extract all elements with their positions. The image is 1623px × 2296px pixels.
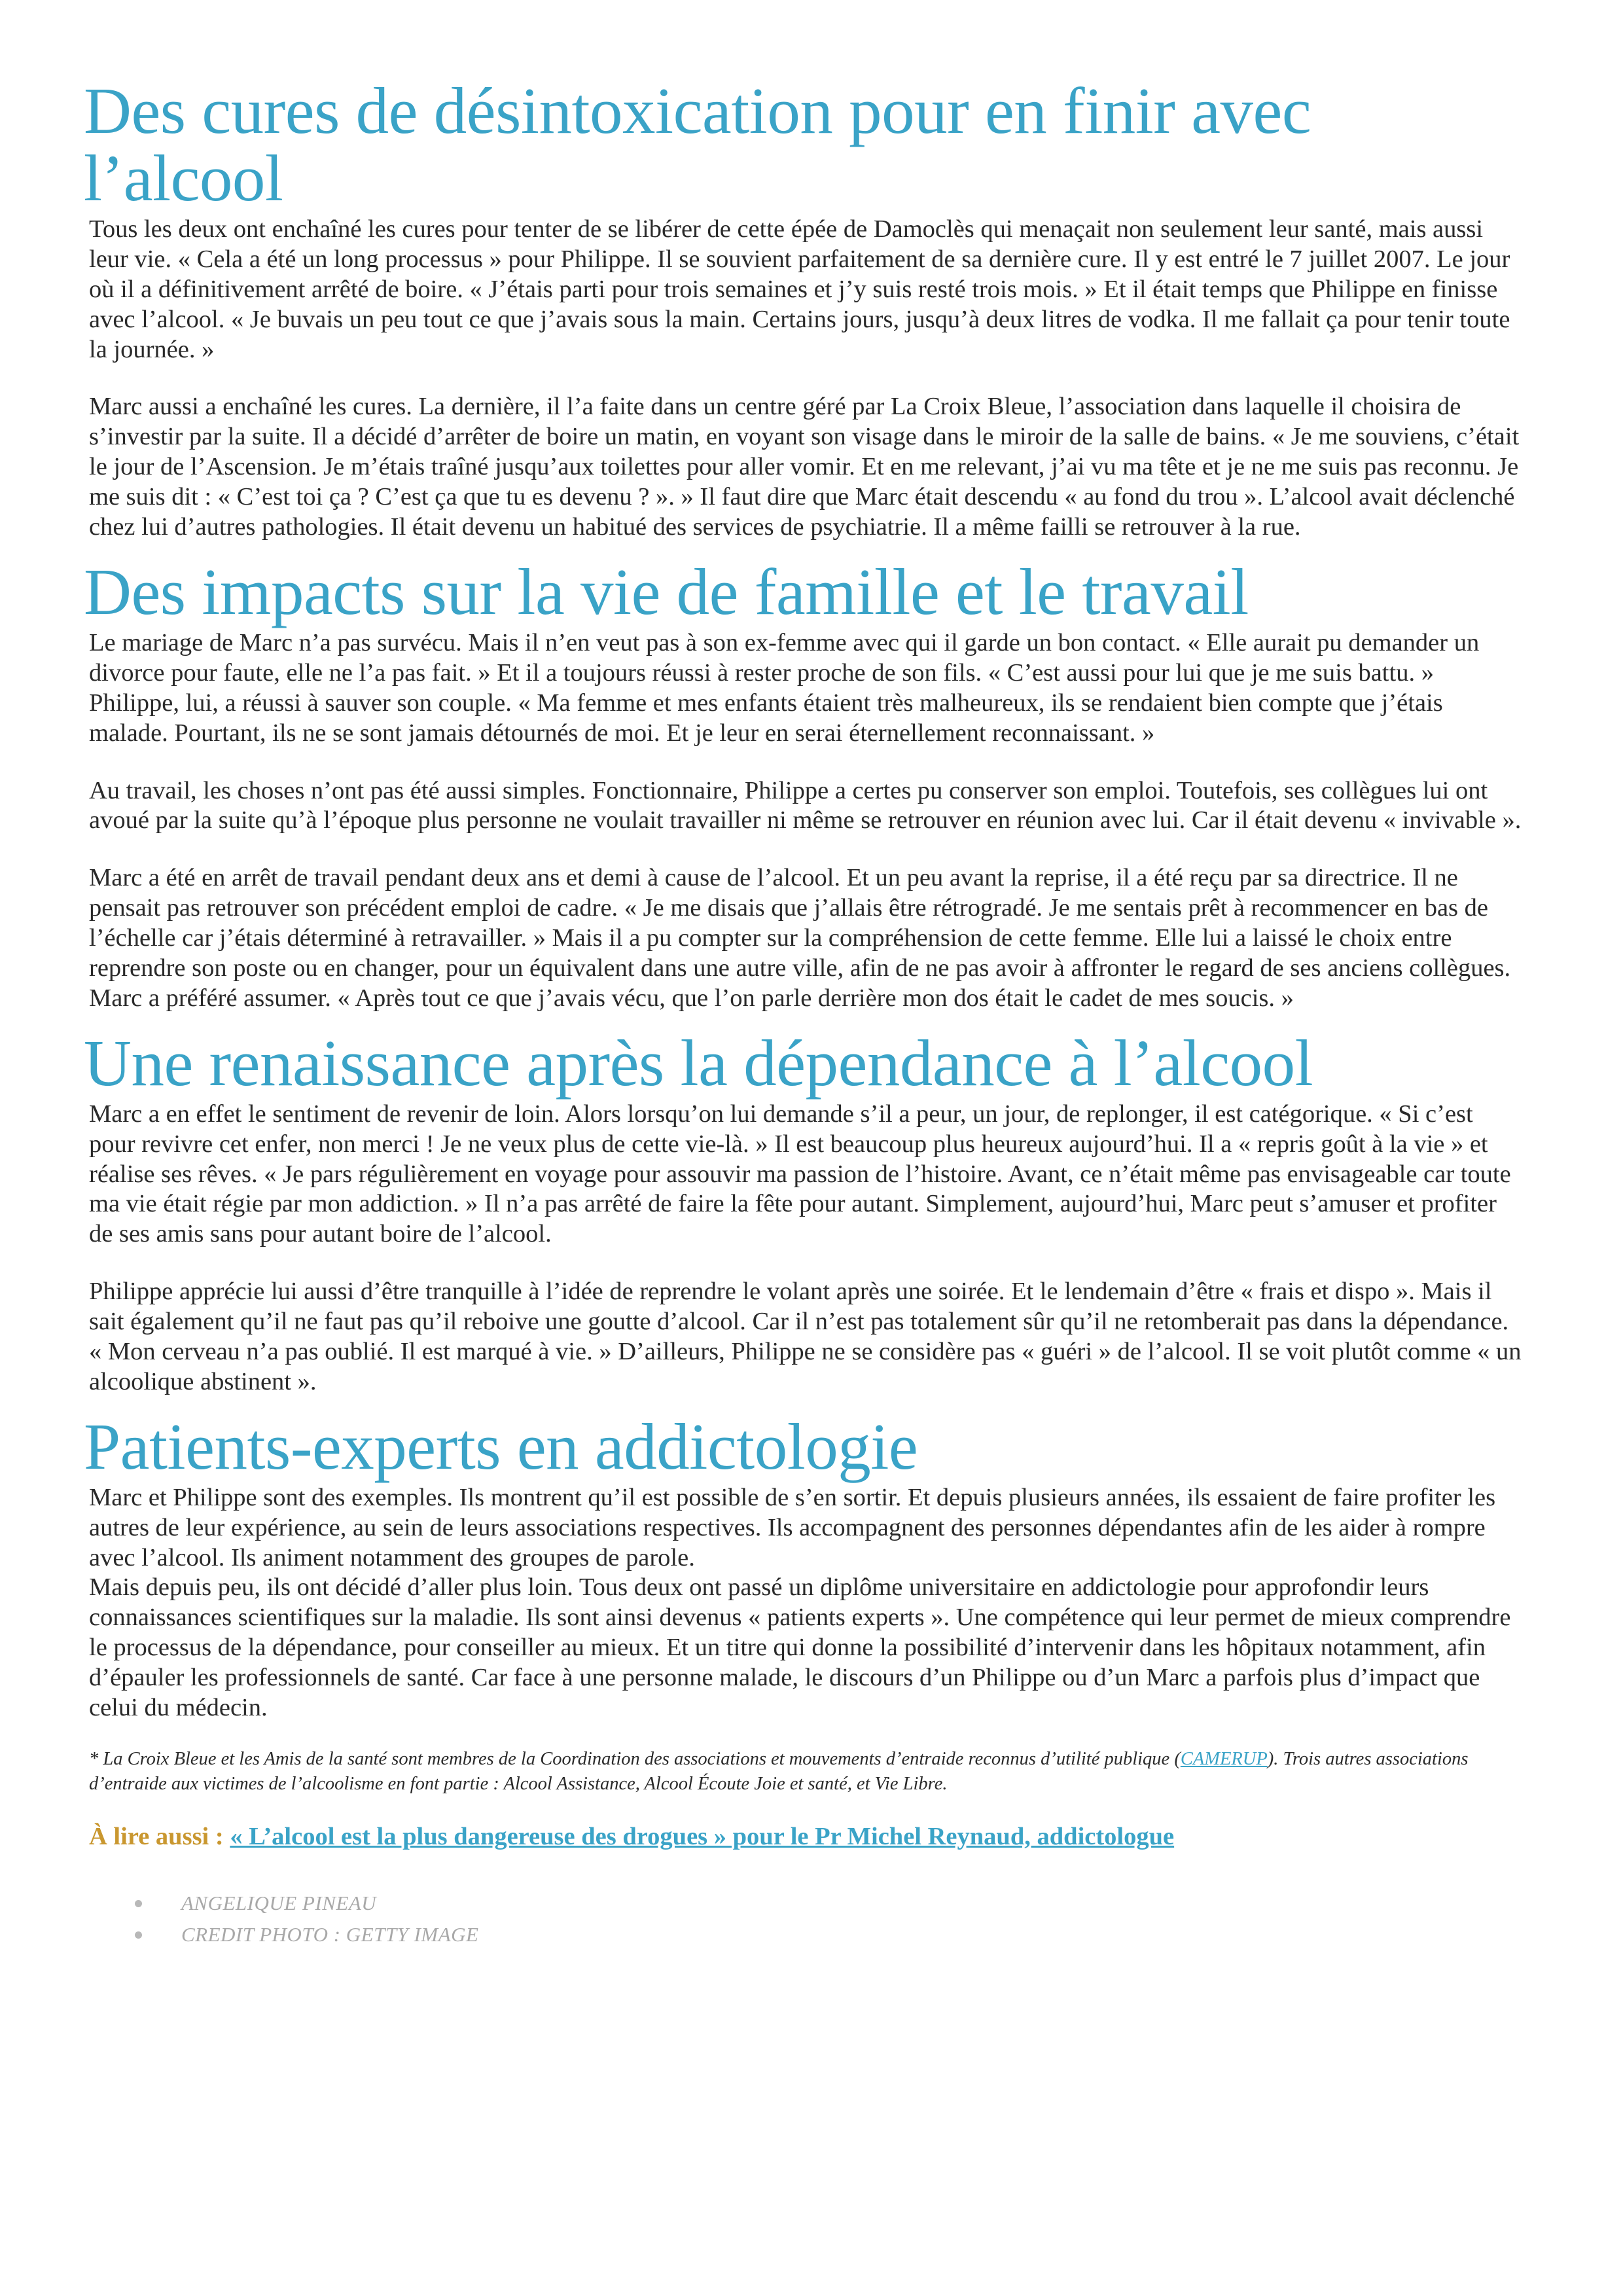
paragraph: Mais depuis peu, ils ont décidé d’aller plus loin. Tous deux ont passé un diplôme universitaire en addictologie pour approfondir leurs connaissances scientifiques sur la maladie. Ils sont ainsi devenus « patients experts ». Une compétence qui leur permet de mieux comprendre le processus de la dépendance, pour conseiller au mieux. Et un titre qui donne la possibilité d’intervenir dans les hôpitaux notamment, afin d’épauler les professionnels de santé. Car face à une personne malade, le discours d’un Philippe ou d’un Marc a parfois plus d’impact que celui du médecin.	[89, 1573, 1511, 1722]
read-also-link[interactable]: « L’alcool est la plus dangereuse des drogues » pour le Pr Michel Reynaud, addictologue	[230, 1823, 1175, 1851]
bullet-icon	[135, 1900, 142, 1907]
footnote-text-start: * La Croix Bleue et les Amis de la santé sont membres de la Coordination des associations et mouvements d’entraide reconnus d’utilité publique (	[89, 1748, 1181, 1769]
paragraph: Au travail, les choses n’ont pas été aussi simples. Fonctionnaire, Philippe a certes pu conserver son emploi. Toutefois, ses collègues lui ont avoué par la suite qu’à l’époque plus personne ne voulait travailler ni même se retrouver en réunion avec lui. Car il était devenu « invivable ».	[89, 776, 1522, 834]
read-also-label: À lire aussi :	[89, 1823, 230, 1851]
paragraph: Marc a été en arrêt de travail pendant deux ans et demi à cause de l’alcool. Et un peu avant la reprise, il a été reçu par sa directrice. Il ne pensait pas retrouver son précédent emploi de cadre. « Je me disais que j’allais être rétrogradé. Je me sentais prêt à recommencer en bas de l’échelle car j’étais déterminé à retravailler. » Mais il a pu compter sur la compréhension de cette femme. Elle lui a laissé le choix entre reprendre son poste ou en changer, pour un équivalent dans une autre ville, afin de ne pas avoir à affronter le regard de ses anciens collègues. Marc a préféré assumer. « Après tout ce que j’avais vécu, que l’on parle derrière mon dos était le cadet de mes soucis. »	[89, 864, 1511, 1012]
footnote	[89, 1747, 1525, 1796]
section-heading: Une renaissance après la dépendance à l’alcool	[84, 1026, 1313, 1100]
paragraph: Marc aussi a enchaîné les cures. La dernière, il l’a faite dans un centre géré par La Croix Bleue, l’association dans laquelle il choisira de s’investir par la suite. Il a décidé d’arrêter de boire un matin, en voyant son visage dans le miroir de la salle de bains. « Je me souviens, c’était le jour de l’Ascension. Je m’étais traîné jusqu’aux toilettes pour aller vomir. Et en me relevant, j’ai vu ma tête et je ne me suis pas reconnu. Je me suis dit : « C’est toi ça ? C’est ça que tu es devenu ? ». » Il faut dire que Marc était descendu « au fond du trou ». L’alcool avait déclenché chez lui d’autres pathologies. Il était devenu un habitué des services de psychiatrie. Il a même failli se retrouver à la rue.	[89, 393, 1520, 541]
credit-author	[135, 1888, 1525, 1919]
section-heading: Des impacts sur la vie de famille et le travail	[84, 554, 1249, 628]
section-renaissance	[84, 1026, 1525, 1397]
credit-photo-text: CREDIT PHOTO : GETTY IMAGE	[181, 1923, 479, 1946]
credit-photo	[135, 1919, 1525, 1950]
section-patients-experts	[84, 1409, 1525, 1723]
footnote-text-end: ). Trois autres associations d’entraide aux victimes de l’alcoolisme en font partie : Alcool Assistance, Alcool Écoute Joie et santé, et Vie Libre.	[89, 1748, 1469, 1794]
paragraph: Tous les deux ont enchaîné les cures pour tenter de se libérer de cette épée de Damoclès qui menaçait non seulement leur santé, mais aussi leur vie. « Cela a été un long processus » pour Philippe. Il se souvient parfaitement de sa dernière cure. Il y est entré le 7 juillet 2007. Le jour où il a définitivement arrêté de boire. « J’étais parti pour trois semaines et j’y suis resté trois mois. » Et il était temps que Philippe en finisse avec l’alcool. « Je buvais un peu tout ce que j’avais sous la main. Certains jours, jusqu’à deux litres de vodka. Il me fallait ça pour tenir toute la journée. »	[89, 215, 1510, 363]
credits-list	[89, 1888, 1525, 1950]
section-heading: Patients-experts en addictologie	[84, 1409, 918, 1483]
paragraph: Marc et Philippe sont des exemples. Ils montrent qu’il est possible de s’en sortir. Et depuis plusieurs années, ils essaient de faire profiter les autres de leur expérience, au sein de leurs associations respectives. Ils accompagnent des personnes dépendantes afin de les aider à rompre avec l’alcool. Ils animent notamment des groupes de parole.	[89, 1483, 1496, 1571]
read-also	[89, 1822, 1525, 1851]
section-cures	[84, 74, 1525, 543]
section-impacts	[84, 554, 1525, 1014]
paragraph: Philippe apprécie lui aussi d’être tranquille à l’idée de reprendre le volant après une soirée. Et le lendemain d’être « frais et dispo ». Mais il sait également qu’il ne faut pas qu’il reboive une goutte d’alcool. Car il n’est pas totalement sûr qu’il ne retomberait pas dans la dépendance. « Mon cerveau n’a pas oublié. Il est marqué à vie. » D’ailleurs, Philippe ne se considère pas « guéri » de l’alcool. Il se voit plutôt comme « un alcoolique abstinent ».	[89, 1278, 1522, 1395]
camerup-link[interactable]: CAMERUP	[1180, 1748, 1268, 1769]
paragraph: Le mariage de Marc n’a pas survécu. Mais il n’en veut pas à son ex-femme avec qui il garde un bon contact. « Elle aurait pu demander un divorce pour faute, elle ne l’a pas fait. » Et il a toujours réussi à rester proche de son fils. « C’est aussi pour lui que je me suis battu. » Philippe, lui, a réussi à sauver son couple. « Ma femme et mes enfants étaient très malheureux, ils se rendaient bien compte que j’étais malade. Pourtant, ils ne se sont jamais détournés de moi. Et je leur en serai éternellement reconnaissant. »	[89, 628, 1480, 747]
bullet-icon	[135, 1931, 142, 1939]
paragraph: Marc a en effet le sentiment de revenir de loin. Alors lorsqu’on lui demande s’il a peur, un jour, de replonger, il est catégorique. « Si c’est pour revivre cet enfer, non merci ! Je ne veux plus de cette vie-là. » Il est beaucoup plus heureux aujourd’hui. Il a « repris goût à la vie » et réalise ses rêves. « Je pars régulièrement en voyage pour assouvir ma passion de l’histoire. Avant, ce n’était même pas envisageable car toute ma vie était régie par mon addiction. » Il n’a pas arrêté de faire la fête pour autant. Simplement, aujourd’hui, Marc peut s’amuser et profiter de ses amis sans pour autant boire de l’alcool.	[89, 1100, 1511, 1248]
section-heading: Des cures de désintoxication pour en finir avec l’alcool	[84, 74, 1311, 215]
credit-author-text: ANGELIQUE PINEAU	[181, 1892, 377, 1915]
